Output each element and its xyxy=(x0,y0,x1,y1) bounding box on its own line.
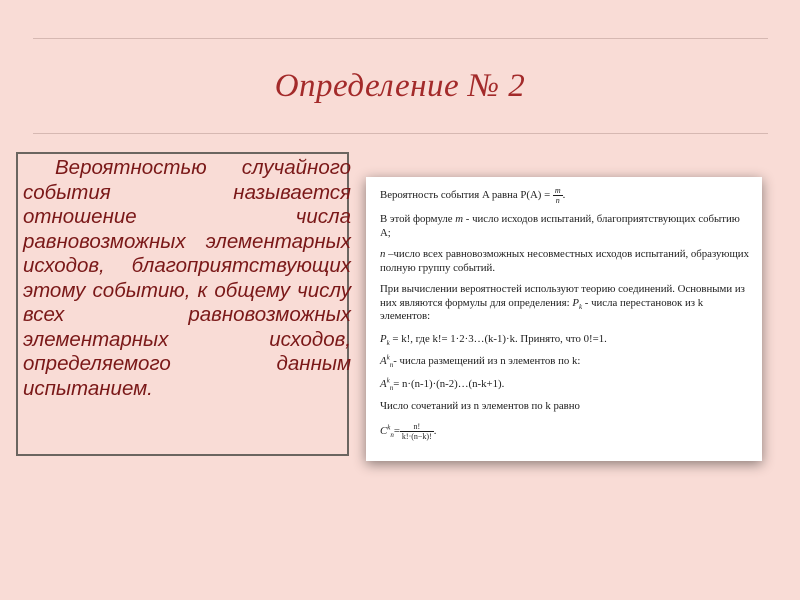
combinatorics-intro-text: При вычислении вероятностей используют теорию соединений. Основными из них являются формулы для определения: xyxy=(380,283,745,309)
pk-symbol: P xyxy=(380,332,387,345)
m-symbol: m xyxy=(455,213,464,225)
bottom-divider xyxy=(33,133,768,134)
fraction-denominator: n xyxy=(555,196,560,205)
combination-fraction xyxy=(400,422,434,441)
a-subscript: n xyxy=(389,361,394,370)
slide-title: Определение № 2 xyxy=(274,68,526,104)
definition-text: Вероятностью случайного события называется отношение числа равновозможных элементарных исходов, благоприятствующих этому событию, к общему числу всех равновозможных элементарных исходов, определяемого данным испытанием. xyxy=(23,156,351,400)
arrangement-formula xyxy=(380,375,752,392)
arrangement-description-text: - числа размещений из n элементов по k: xyxy=(393,355,581,367)
formula-image-panel xyxy=(366,177,762,461)
arrangement-formula-text: = n·(n-1)·(n-2)…(n-k+1). xyxy=(393,377,505,390)
combination-numerator: n! xyxy=(400,422,434,432)
combination-description: Число сочетаний из n элементов по k равно xyxy=(380,400,580,412)
probability-fraction xyxy=(553,186,563,205)
a-superscript: k xyxy=(386,353,390,362)
a-formula-superscript: k xyxy=(386,375,390,384)
fraction-numerator: m xyxy=(554,186,561,195)
m-definition-text: - число исходов испытаний, благоприятствующих событию A; xyxy=(380,213,740,239)
permutation-formula-text: = k!, где k!= 1·2·3…(k-1)·k. Принято, что 0!=1. xyxy=(389,332,607,345)
pk-subscript-inline: k xyxy=(578,302,583,311)
combinatorics-intro xyxy=(380,283,752,324)
top-divider xyxy=(33,38,768,39)
c-superscript: k xyxy=(387,422,391,431)
definition-box xyxy=(16,152,349,456)
m-definition xyxy=(380,213,752,240)
combinatorics-intro-tail: - числа перестановок из k элементов: xyxy=(380,296,704,322)
n-definition xyxy=(380,248,752,275)
combination-formula xyxy=(380,422,752,441)
combination-end: . xyxy=(433,424,437,437)
a-symbol: A xyxy=(380,355,387,367)
pk-subscript: k xyxy=(386,338,390,347)
a-formula-subscript: n xyxy=(389,383,394,392)
n-symbol: n xyxy=(380,248,386,260)
c-subscript: n xyxy=(390,430,394,439)
probability-line xyxy=(380,186,752,205)
probability-line-text: Вероятность события A равна P(A) = xyxy=(380,188,553,201)
c-equals: = xyxy=(393,424,400,437)
a-formula-symbol: A xyxy=(380,377,387,390)
probability-line-end: . xyxy=(562,188,566,201)
arrangement-description xyxy=(380,355,752,369)
n-definition-text: –число всех равновозможных несовместных исходов испытаний, образующих полную группу событий. xyxy=(380,248,749,274)
c-symbol: C xyxy=(380,424,388,437)
m-definition-prefix: В этой формуле xyxy=(380,213,456,225)
combination-denominator: k!·(n−k)! xyxy=(401,431,432,441)
pk-symbol-inline: P xyxy=(572,296,579,309)
permutation-formula xyxy=(380,333,752,347)
